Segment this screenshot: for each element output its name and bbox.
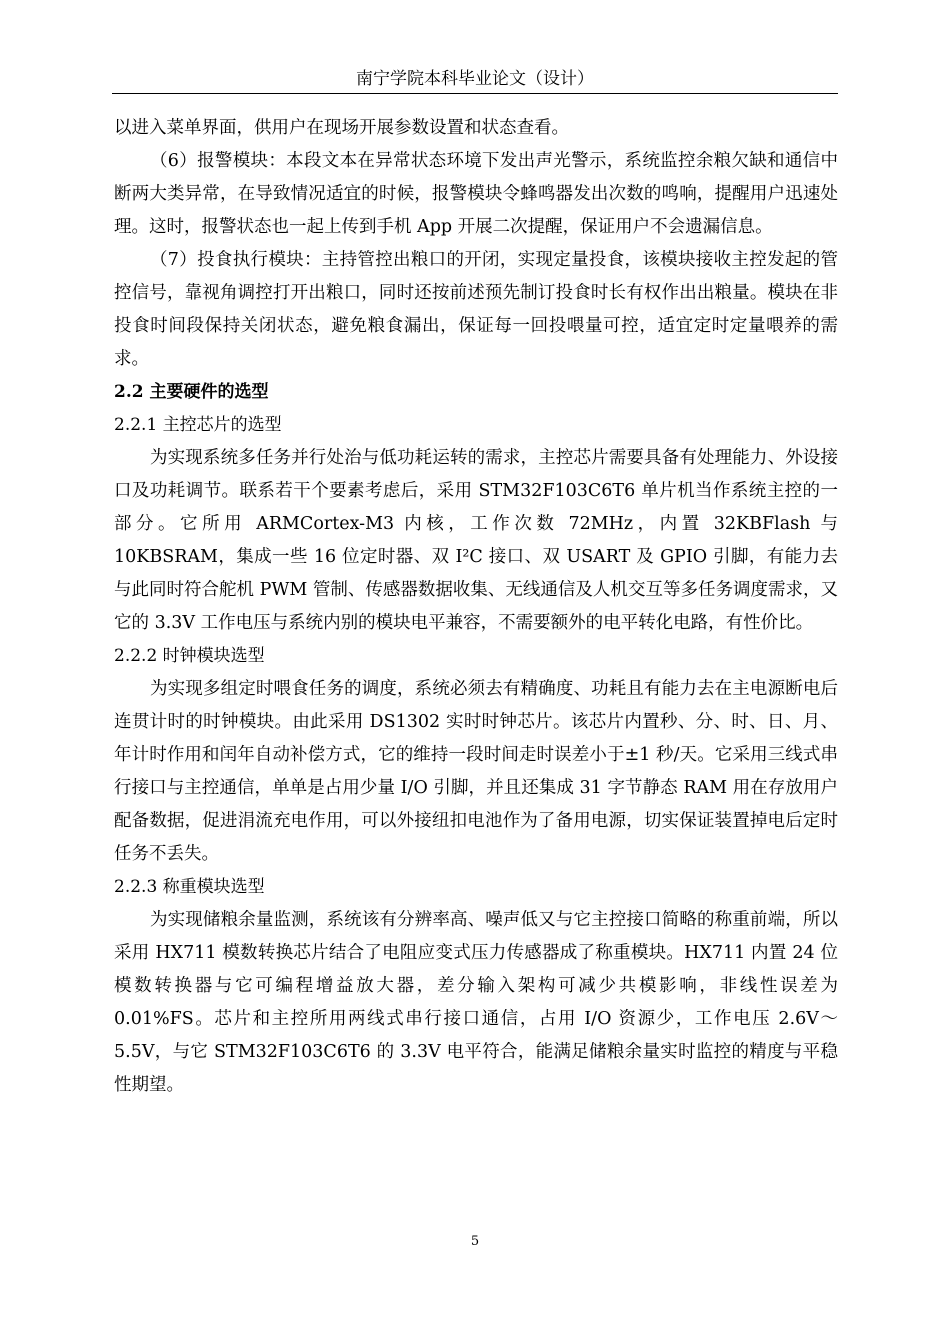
header-rule: [112, 93, 838, 94]
section-heading-2-2-2: 2.2.2 时钟模块选型: [114, 646, 265, 666]
paragraph-alarm-module: （6）报警模块：本段文本在异常状态环境下发出声光警示，系统监控余粮欠缺和通信中断两大类异常，在导致情况适宜的时候，报警模块令蜂鸣器发出次数的鸣响，提醒用户迅速处理。这时，报警状态也一起上传到手机 App 开展二次提醒，保证用户不会遗漏信息。: [114, 151, 838, 237]
paragraph-clock-module: 为实现多组定时喂食任务的调度，系统必须去有精确度、功耗且有能力去在主电源断电后连贯计时的时钟模块。由此采用 DS1302 实时时钟芯片。该芯片内置秒、分、时、日、月、年计时作用和闰年自动补偿方式，它的维持一段时间走时误差小于±1 秒/天。它采用三线式串行接口与主控通信，单单是占用少量 I/O 引脚，并且还集成 31 字节静态 RAM 用在存放用户配备数据，促进涓流充电作用，可以外接纽扣电池作为了备用电源，切实保证装置掉电后定时任务不丢失。: [114, 679, 838, 864]
page-number: 5: [470, 1234, 480, 1249]
paragraph-weighing-module: 为实现储粮余量监测，系统该有分辨率高、噪声低又与它主控接口简略的称重前端，所以采用 HX711 模数转换芯片结合了电阻应变式压力传感器成了称重模块。HX711 内置 24 位模数转换器与它可编程增益放大器，差分输入架构可减少共模影响，非线性误差为 0.01%FS。芯片和主控所用两线式串行接口通信，占用 I/O 资源少，工作电压 2.6V～5.5V，与它 STM32F103C6T6 的 3.3V 电平符合，能满足储粮余量实时监控的精度与平稳性期望。: [114, 910, 838, 1095]
paragraph-feeding-module: （7）投食执行模块：主持管控出粮口的开闭，实现定量投食，该模块接收主控发起的管控信号，靠视角调控打开出粮口，同时还按前述预先制订投食时长有权作出出粮量。模块在非投食时间段保持关闭状态，避免粮食漏出，保证每一回投喂量可控，适宜定时定量喂养的需求。: [114, 250, 838, 369]
section-heading-2-2-3: 2.2.3 称重模块选型: [114, 877, 265, 897]
body-content: [114, 112, 838, 1102]
paragraph-menu-continuation: 以进入菜单界面，供用户在现场开展参数设置和状态查看。: [114, 118, 569, 138]
paragraph-main-chip: 为实现系统多任务并行处治与低功耗运转的需求，主控芯片需要具备有处理能力、外设接口及功耗调节。联系若干个要素考虑后，采用 STM32F103C6T6 单片机当作系统主控的一部分。它所用 ARMCortex-M3 内核，工作次数 72MHz，内置 32KBFlash 与 10KBSRAM，集成一些 16 位定时器、双 I²C 接口、双 USART 及 GPIO 引脚，有能力去与此同时符合舵机 PWM 管制、传感器数据收集、无线通信及人机交互等多任务调度需求，又它的 3.3V 工作电压与系统内别的模块电平兼容，不需要额外的电平转化电路，有性价比。: [114, 448, 838, 633]
running-header: 南宁学院本科毕业论文（设计）: [356, 69, 594, 89]
section-heading-2-2: 2.2 主要硬件的选型: [114, 382, 269, 402]
section-heading-2-2-1: 2.2.1 主控芯片的选型: [114, 415, 282, 435]
